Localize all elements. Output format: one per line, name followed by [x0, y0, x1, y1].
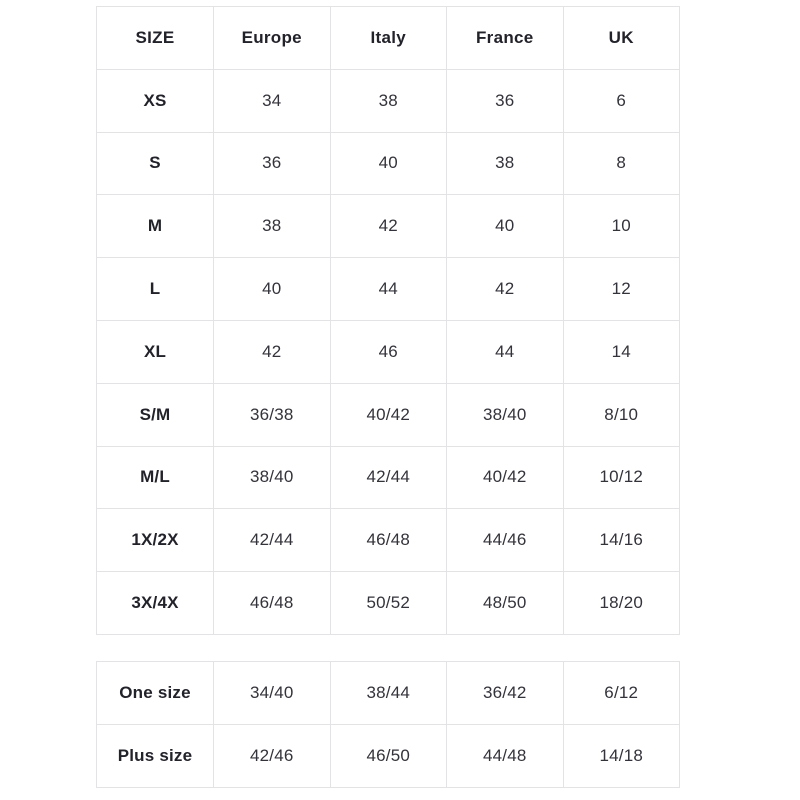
cell-italy: 40	[330, 132, 447, 195]
table-row	[97, 509, 680, 572]
cell-europe: 40	[214, 258, 331, 321]
cell-uk: 14/16	[563, 509, 680, 572]
cell-france: 40/42	[447, 446, 564, 509]
table-row	[97, 572, 680, 635]
cell-france: 48/50	[447, 572, 564, 635]
main-size-table-head	[97, 7, 680, 70]
cell-europe: 42/46	[214, 725, 331, 788]
table-row	[97, 662, 680, 725]
main-size-table-container	[96, 6, 679, 635]
row-label: 3X/4X	[97, 572, 214, 635]
row-label: One size	[97, 662, 214, 725]
cell-europe: 42/44	[214, 509, 331, 572]
table-row	[97, 69, 680, 132]
cell-europe: 38/40	[214, 446, 331, 509]
cell-italy: 38/44	[330, 662, 447, 725]
row-label: 1X/2X	[97, 509, 214, 572]
cell-italy: 38	[330, 69, 447, 132]
cell-italy: 42/44	[330, 446, 447, 509]
cell-uk: 10/12	[563, 446, 680, 509]
cell-france: 36	[447, 69, 564, 132]
row-label: S	[97, 132, 214, 195]
main-size-table-body	[97, 69, 680, 634]
row-label: Plus size	[97, 725, 214, 788]
table-row	[97, 383, 680, 446]
cell-uk: 6/12	[563, 662, 680, 725]
cell-europe: 38	[214, 195, 331, 258]
cell-italy: 46/50	[330, 725, 447, 788]
secondary-size-table-body	[97, 662, 680, 788]
cell-france: 44/46	[447, 509, 564, 572]
cell-uk: 8/10	[563, 383, 680, 446]
secondary-size-table	[96, 661, 680, 788]
cell-uk: 14	[563, 320, 680, 383]
column-header-size: SIZE	[97, 7, 214, 70]
cell-italy: 46/48	[330, 509, 447, 572]
cell-uk: 8	[563, 132, 680, 195]
cell-italy: 44	[330, 258, 447, 321]
column-header-france: France	[447, 7, 564, 70]
row-label: XS	[97, 69, 214, 132]
column-header-italy: Italy	[330, 7, 447, 70]
main-size-table	[96, 6, 680, 635]
table-row	[97, 320, 680, 383]
row-label: M	[97, 195, 214, 258]
column-header-europe: Europe	[214, 7, 331, 70]
cell-italy: 42	[330, 195, 447, 258]
cell-europe: 36	[214, 132, 331, 195]
column-header-uk: UK	[563, 7, 680, 70]
cell-france: 38/40	[447, 383, 564, 446]
cell-france: 40	[447, 195, 564, 258]
table-row	[97, 195, 680, 258]
cell-uk: 18/20	[563, 572, 680, 635]
cell-uk: 10	[563, 195, 680, 258]
cell-italy: 46	[330, 320, 447, 383]
cell-europe: 34	[214, 69, 331, 132]
table-row	[97, 725, 680, 788]
table-row	[97, 258, 680, 321]
cell-italy: 40/42	[330, 383, 447, 446]
cell-europe: 36/38	[214, 383, 331, 446]
cell-uk: 14/18	[563, 725, 680, 788]
cell-france: 44	[447, 320, 564, 383]
cell-france: 42	[447, 258, 564, 321]
table-header-row	[97, 7, 680, 70]
cell-uk: 6	[563, 69, 680, 132]
table-row	[97, 446, 680, 509]
row-label: M/L	[97, 446, 214, 509]
cell-europe: 42	[214, 320, 331, 383]
cell-uk: 12	[563, 258, 680, 321]
row-label: L	[97, 258, 214, 321]
cell-france: 38	[447, 132, 564, 195]
secondary-size-table-container	[96, 661, 679, 788]
row-label: XL	[97, 320, 214, 383]
table-row	[97, 132, 680, 195]
cell-europe: 34/40	[214, 662, 331, 725]
cell-italy: 50/52	[330, 572, 447, 635]
cell-france: 36/42	[447, 662, 564, 725]
cell-france: 44/48	[447, 725, 564, 788]
cell-europe: 46/48	[214, 572, 331, 635]
row-label: S/M	[97, 383, 214, 446]
